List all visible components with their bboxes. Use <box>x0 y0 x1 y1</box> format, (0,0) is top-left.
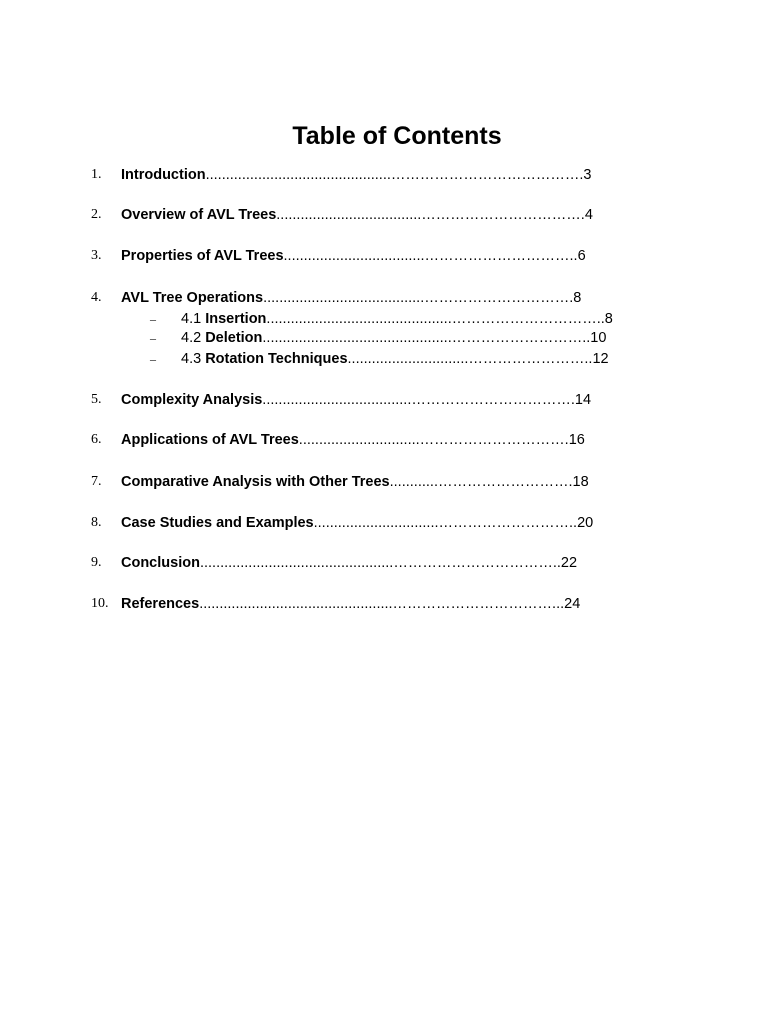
page-number: 12 <box>592 351 609 367</box>
toc-heading: Table of Contents <box>292 122 502 150</box>
dot-leader: ...................................………………………….. <box>283 248 578 264</box>
dot-leader: ..............................…………………….. <box>347 351 593 367</box>
list-number: 6. <box>91 432 102 447</box>
entry-title: Applications of AVL Trees <box>121 432 299 448</box>
section-number: 4.2 <box>181 330 206 346</box>
entry-title: Rotation Techniques <box>205 351 348 367</box>
entry-title: AVL Tree Operations <box>121 290 264 306</box>
list-number: 3. <box>91 248 102 263</box>
page-number: 4 <box>584 207 593 223</box>
list-number: 1. <box>91 167 102 182</box>
entry-title: Comparative Analysis with Other Trees <box>121 474 390 490</box>
section-number: 4.3 <box>181 351 206 367</box>
entry-title: Conclusion <box>121 555 200 571</box>
page-number: 20 <box>577 515 594 531</box>
list-number: 8. <box>91 515 102 530</box>
dot-leader: ..............................................………………………….. <box>266 311 605 327</box>
page-number: 16 <box>568 432 585 448</box>
page-number: 24 <box>564 596 581 612</box>
dash-bullet: – <box>150 331 156 345</box>
list-number: 4. <box>91 290 102 305</box>
entry-title: Complexity Analysis <box>121 392 263 408</box>
page-number: 3 <box>583 167 592 183</box>
section-number: 4.1 <box>181 311 206 327</box>
page-number: 18 <box>572 474 589 490</box>
list-number: 7. <box>91 474 102 489</box>
entry-title: References <box>121 596 200 612</box>
page-number: 8 <box>573 290 582 306</box>
dot-leader: ...............................……………………….. <box>313 515 578 531</box>
list-number: 5. <box>91 392 102 407</box>
dot-leader: ..............................…………………………. <box>298 432 569 448</box>
page-number: 22 <box>560 555 578 571</box>
dot-leader: ............………………………. <box>389 474 573 490</box>
entry-title: Overview of AVL Trees <box>121 207 277 223</box>
list-number: 2. <box>91 207 102 222</box>
list-number: 10. <box>91 596 109 611</box>
dot-leader: ...............................................……………………….. <box>262 330 591 346</box>
entry-title: Properties of AVL Trees <box>121 248 284 264</box>
page-number: 10 <box>590 330 607 346</box>
dot-leader: ........................................…………………………. <box>263 290 574 306</box>
entry-title: Deletion <box>205 330 263 346</box>
dash-bullet: – <box>150 352 156 366</box>
page-number: 6 <box>577 248 586 264</box>
entry-title: Insertion <box>205 311 267 327</box>
page-number: 14 <box>574 392 592 408</box>
entry-title: Introduction <box>121 167 206 183</box>
dot-leader: ....................................……………………………. <box>276 207 585 223</box>
dash-bullet: – <box>150 312 156 326</box>
list-number: 9. <box>91 555 102 570</box>
dot-leader: ................................................……………………………... <box>199 596 565 612</box>
dot-leader: .....................................……………………………. <box>262 392 575 408</box>
page-number: 8 <box>604 311 613 327</box>
entry-title: Case Studies and Examples <box>121 515 314 531</box>
dot-leader: ................................................…………………………….. <box>199 555 561 571</box>
dot-leader: ..............................................…………………………………. <box>205 167 584 183</box>
